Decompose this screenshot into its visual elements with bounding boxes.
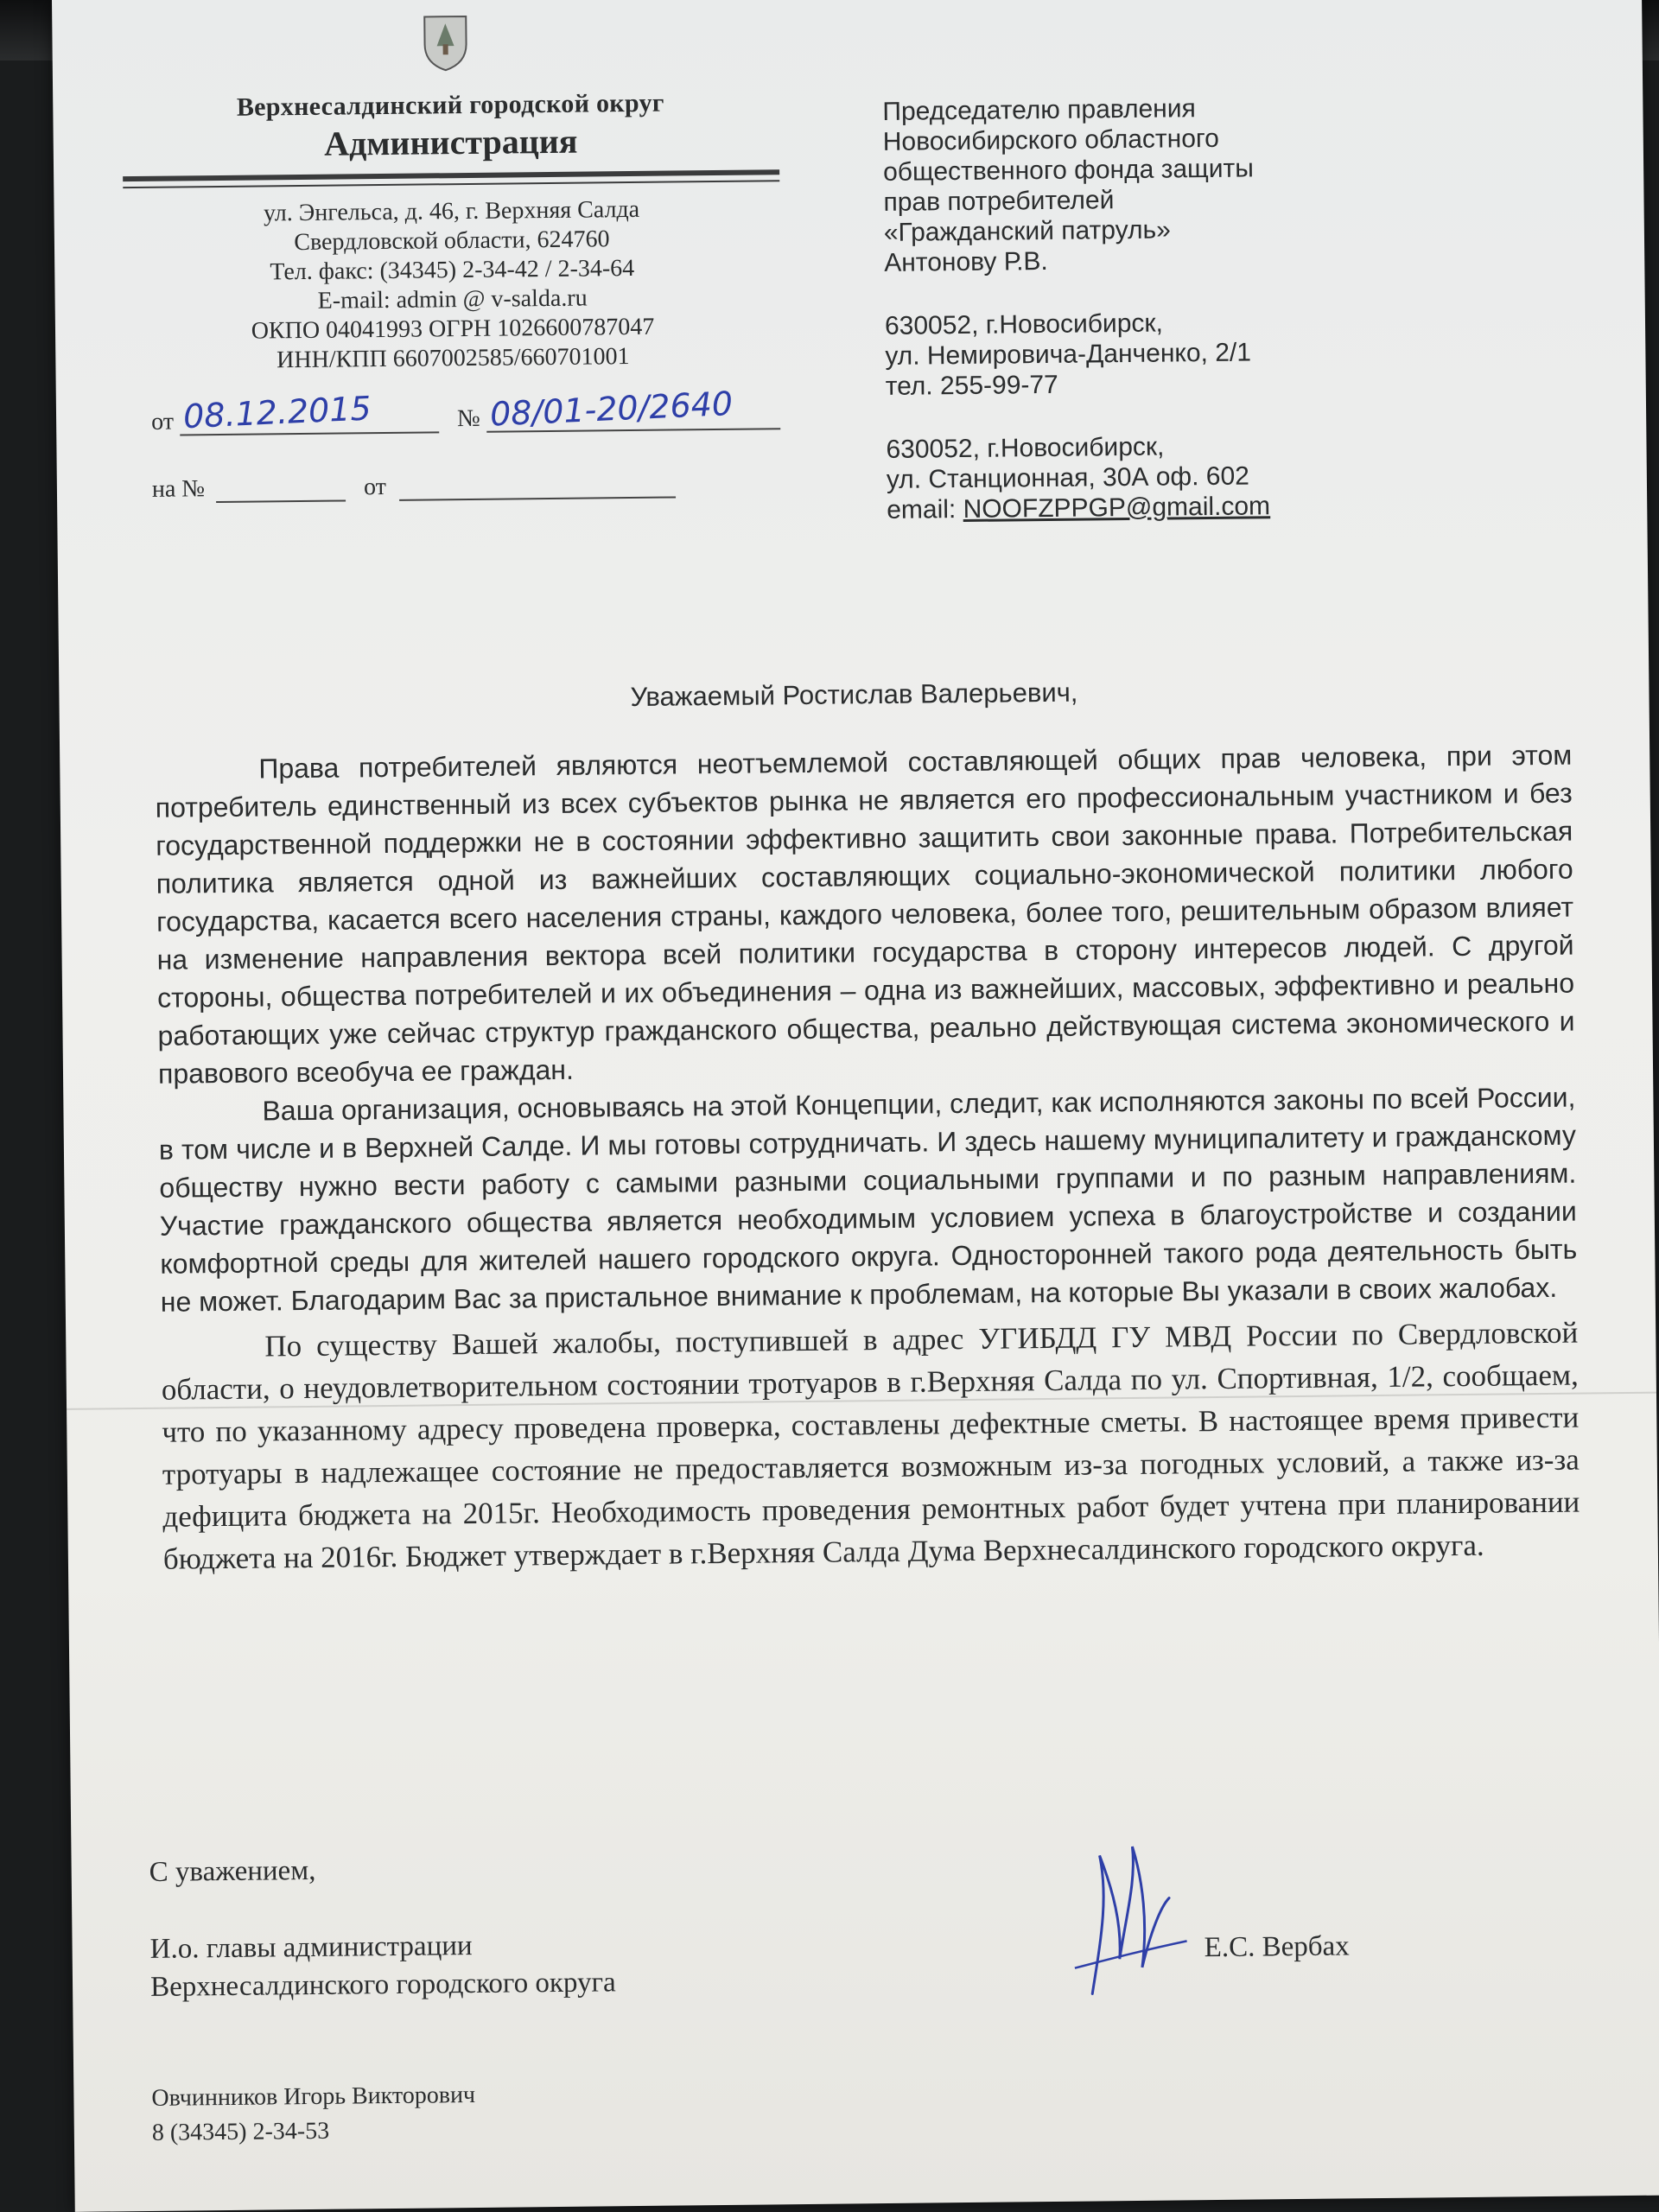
sender-block xyxy=(122,87,781,377)
handwritten-date: 08.12.2015 xyxy=(182,389,372,436)
header-rule-thin xyxy=(123,180,779,188)
number-label: № xyxy=(456,404,480,433)
signer-name: Е.С. Вербах xyxy=(1204,1930,1350,1964)
recipient-line: «Гражданский патруль» xyxy=(883,215,1171,247)
recipient-address: ул. Немировича-Данченко, 2/1 xyxy=(885,338,1252,371)
ref-number-field xyxy=(216,470,346,503)
recipient-line: общественного фонда защиты xyxy=(882,154,1254,187)
ref-date-label: от xyxy=(363,473,387,501)
ref-label: на № xyxy=(151,475,206,503)
recipient-name: Антонову Р.В. xyxy=(884,246,1048,277)
sender-email: E-mail: admin @ v-salda.ru xyxy=(317,284,588,315)
executor-name: Овчинников Игорь Викторович xyxy=(151,2082,476,2112)
sender-okrug: Верхнесалдинский городской округ xyxy=(236,88,664,122)
ref-date-field xyxy=(399,467,676,500)
letter-page xyxy=(52,0,1659,2212)
sender-address-line: Свердловской области, 624760 xyxy=(294,226,610,257)
recipient-line: Новосибирского областного xyxy=(882,124,1220,156)
sender-phone: Тел. факс: (34345) 2-34-42 / 2-34-64 xyxy=(270,254,635,286)
date-label: от xyxy=(150,408,175,435)
signer-position: И.о. главы администрации xyxy=(149,1930,473,1965)
body-paragraph: По существу Вашей жалобы, поступившей в адрес УГИБДД ГУ МВД России по Свердловской области, о неудовлетворительном состоянии тротуаров в г.Верхняя Салда по ул. Спортивная, 1/2, сообщаем, что по указанному адресу проведена проверка, составлены дефектные сметы. В настоящее время привести тротуары в надлежащее состояние не предоставляется возможным из-за погодных условий, а также из-за дефицита бюджета на 2015г. Необходимость проведения ремонтных работ будет учтена при планировании бюджета на 2016г. Бюджет утверждает в г.Верхняя Салда Дума Верхнесалдинского городского округа. xyxy=(161,1315,1580,1576)
signature-mark xyxy=(1039,1820,1213,2012)
handwritten-number: 08/01-20/2640 xyxy=(488,384,734,434)
number-field xyxy=(486,384,779,434)
coat-of-arms-icon xyxy=(419,11,472,73)
recipient-phone: тел. 255-99-77 xyxy=(885,370,1058,401)
letter-body xyxy=(155,736,1580,1580)
email-label: email: xyxy=(887,494,963,524)
sender-okpo: ОКПО 04041993 ОГРН 1026600787047 xyxy=(251,313,655,345)
sender-inn: ИНН/КПП 6607002585/660701001 xyxy=(276,343,630,374)
recipient-email-row xyxy=(887,489,1491,525)
recipient-email-link[interactable]: NOOFZPPGP@gmail.com xyxy=(963,492,1271,524)
header-rule xyxy=(123,169,779,181)
signer-organization: Верхнесалдинского городского округа xyxy=(149,1967,616,2003)
recipient-line: прав потребителей xyxy=(883,186,1115,217)
recipient-address: 630052, г.Новосибирск, xyxy=(886,432,1165,464)
recipient-address: 630052, г.Новосибирск, xyxy=(884,308,1164,340)
executor-phone: 8 (34345) 2-34-53 xyxy=(151,2117,330,2146)
date-field xyxy=(180,389,439,436)
executor-block xyxy=(151,2078,475,2151)
recipient-block xyxy=(882,91,1491,525)
closing-regards: С уважением, xyxy=(149,1854,316,1888)
sender-address-line: ул. Энгельса, д. 46, г. Верхняя Салда xyxy=(263,195,640,227)
recipient-line: Председателю правления xyxy=(882,94,1196,126)
sender-admin: Администрация xyxy=(323,121,578,163)
salutation: Уважаемый Ростислав Валерьевич, xyxy=(630,677,1078,713)
body-paragraph: Права потребителей являются неотъемлемой составляющей общих прав человека, при этом потребитель единственный из всех субъектов рынка не является его профессиональным участником и без государственной поддержки не в состоянии эффективно защитить свои законные права. Потребительская политика является одной из важнейших составляющих социально-экономической политики любого государства, касается всего населения страны, каждого человека, более того, решительным образом влияет на изменение направления вектора всей политики государства в сторону интересов людей. С другой стороны, общества потребителей и их объединения – одна из важнейших, массовых, эффективно и реально работающих уже сейчас структур гражданского общества, реально действующая система экономического и правового всеобуча ее граждан. xyxy=(155,739,1575,1090)
closing-block xyxy=(149,1852,616,2006)
outgoing-reference xyxy=(150,384,810,540)
recipient-address: ул. Станционная, 30А оф. 602 xyxy=(886,461,1250,494)
body-paragraph: Ваша организация, основываясь на этой Концепции, следит, как исполняются законы по всей России, в том числе и в Верхней Салде. И мы готовы сотрудничать. И здесь нашему муниципалитету и гражданскому обществу нужно вести работу с самыми разными социальными группами и по разным направлениям. Участие гражданского общества является необходимым условием успеха в благоустройстве и создании комфортной среды для жителей нашего городского округа. Односторонней такого рода деятельность быть не может. Благодарим Вас за пристальное внимание к проблемам, на которые Вы указали в своих жалобах. xyxy=(158,1081,1578,1318)
